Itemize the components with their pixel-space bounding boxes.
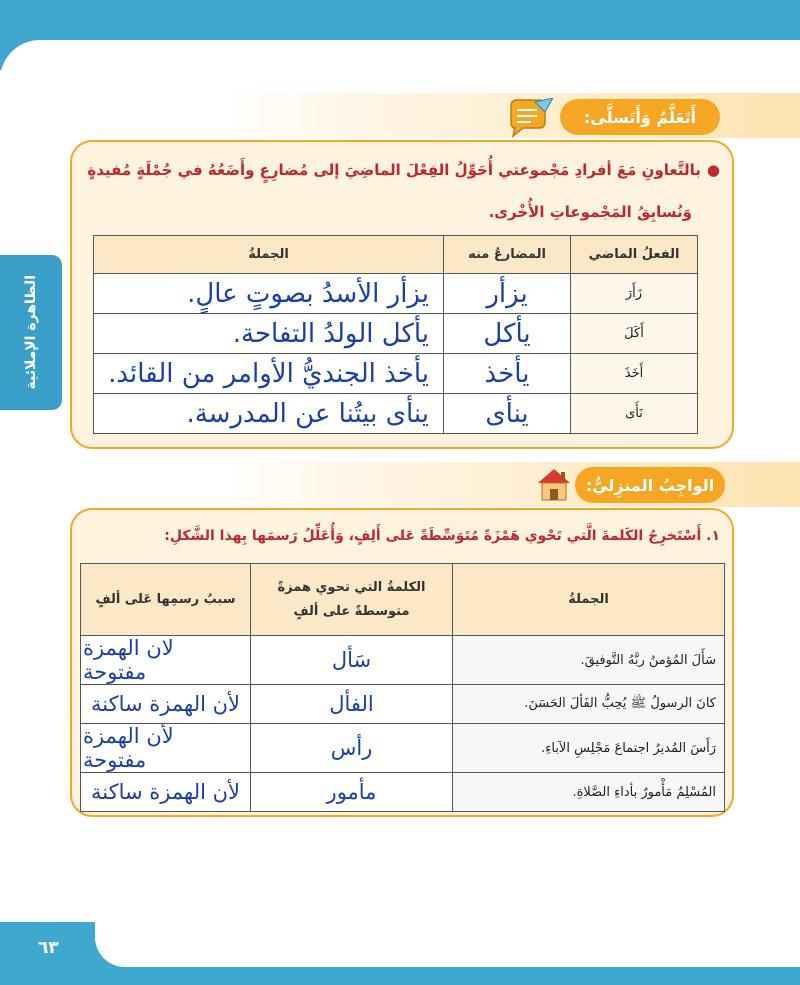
section2-instruction-text: ١. أَسْتَخرِجُ الكَلمةَ الَّتي تَحْوي هَمْزَةً مُتَوَسِّطَةً عَلى أَلِفٍ، وَأُعَلِّلُ رَسمَها بِهذا الشَّكلِ: [164, 528, 720, 544]
speech-bubble-icon [505, 98, 555, 140]
past-verb: أَكَلَ [571, 314, 698, 354]
sentence: يزأر الأسدُ بصوتٍ عالٍ. [94, 274, 444, 314]
header-sentence: الجملةُ [453, 564, 725, 636]
table-row [94, 354, 698, 394]
reason: لأن الهمزة ساكنة [81, 685, 251, 724]
bullet-icon: ● [706, 161, 720, 179]
section2-table [80, 563, 725, 812]
header-word-line2: متوسطةً على ألفٍ [293, 603, 410, 619]
house-icon [535, 466, 573, 502]
past-verb: أَخَذَ [571, 354, 698, 394]
past-verb: زَأَرَ [571, 274, 698, 314]
section2-title-text: الواجِبُ المنزِليُّ: [585, 475, 715, 495]
section1-instruction-line2 [80, 192, 692, 232]
hamza-word: رأس [251, 724, 453, 773]
section1-instruction-text1: بالتَّعاونِ مَعَ أفرادِ مَجْموعتي أُحَوِّلُ الفِعْلَ الماضِيَ إلى مُضارِعٍ وأَضَعُهُ في جُمْلَةٍ مُفيدةٍ [87, 161, 701, 179]
reason: لأن الهمزة ساكنة [81, 773, 251, 812]
sentence: يأكل الولدُ التفاحة. [94, 314, 444, 354]
hamza-word: الفأل [251, 685, 453, 724]
section2-table-header [81, 564, 725, 636]
past-verb: نَأَى [571, 394, 698, 434]
present-verb: يأخذ [444, 354, 571, 394]
sentence: يأخذ الجنديُّ الأوامر من القائد. [94, 354, 444, 394]
reason: لان الهمزة مفتوحة [81, 636, 251, 685]
side-tab [0, 255, 62, 410]
header-word-line1: الكلمةُ التي تحوي همزةً [277, 579, 426, 595]
table-row [94, 394, 698, 434]
header-present: المضارعُ منه [444, 236, 571, 274]
table-row [81, 724, 725, 773]
table-row [81, 773, 725, 812]
section1-table-header [94, 236, 698, 274]
sentence: ينأى بيتُنا عن المدرسة. [94, 394, 444, 434]
side-tab-label: الظاهرة الإملائية [23, 275, 39, 390]
table-row [94, 314, 698, 354]
sentence: رَأَسَ المُديرُ اجتماعَ مَجْلِسِ الآباءِ. [453, 724, 725, 773]
section2-instruction [80, 516, 720, 556]
table-row [94, 274, 698, 314]
reason: لأن الهمزة مفتوحة [81, 724, 251, 773]
hamza-word: سَأل [251, 636, 453, 685]
table-row [81, 685, 725, 724]
table-row [81, 636, 725, 685]
sentence: كانَ الرسولُ ﷺ يُحِبُّ الفَألَ الحَسَنَ. [453, 685, 725, 724]
header-reason: سببُ رسمِها عَلى ألفٍ [81, 564, 251, 636]
sentence: سَأَلَ المُؤمنُ ربَّهُ التَّوفيقَ. [453, 636, 725, 685]
page-number: ٦٣ [38, 938, 59, 958]
present-verb: يزأر [444, 274, 571, 314]
header-sentence: الجملةُ [94, 236, 444, 274]
header-word [251, 564, 453, 636]
section1-title [560, 99, 720, 135]
section1-instruction-line1 [80, 150, 720, 190]
header-past: الفعلُ الماضي [571, 236, 698, 274]
section1-instruction-text2: وَنُسابِقُ المَجْموعاتِ الأُخْرى. [488, 203, 692, 221]
top-band-curve [0, 40, 800, 100]
section1-table [93, 235, 698, 434]
sentence: المُسْلِمُ مَأْمورٌ بأداءِ الصَّلاةِ. [453, 773, 725, 812]
present-verb: يأكل [444, 314, 571, 354]
hamza-word: مأمور [251, 773, 453, 812]
present-verb: ينأى [444, 394, 571, 434]
section1-title-text: أَتَعَلَّمُ وَأَتَسلَّى: [584, 107, 697, 127]
section2-title [575, 467, 725, 503]
bottom-band-curve [95, 922, 800, 967]
